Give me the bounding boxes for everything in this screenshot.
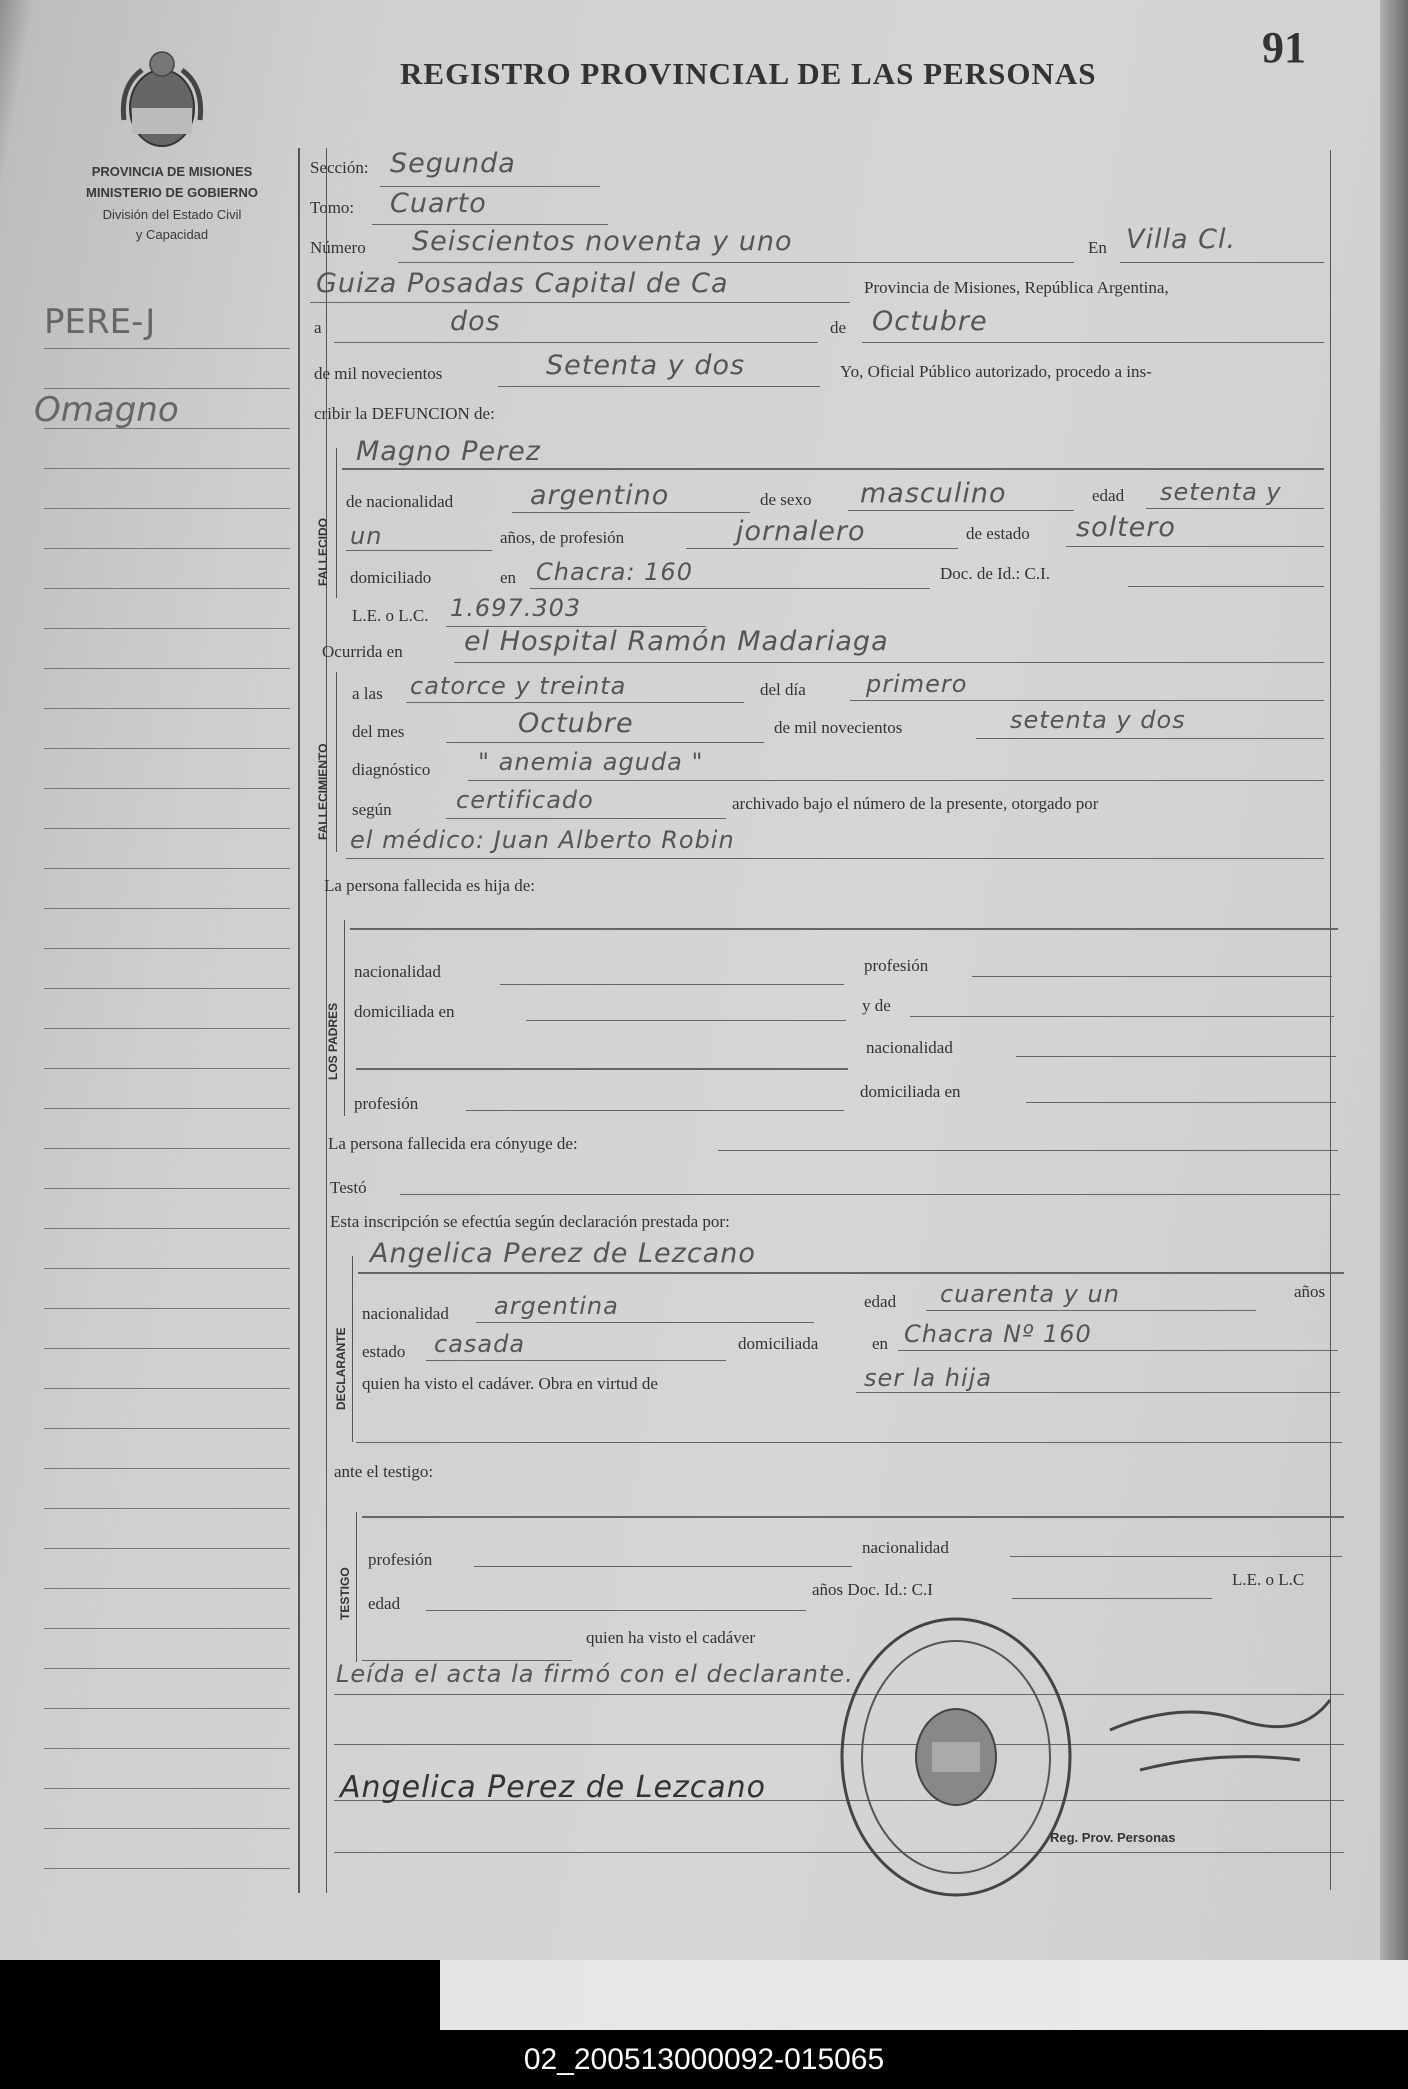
madre-profesion-rule [466,1110,844,1111]
sidebar-rule [44,1108,290,1109]
firma-declarante: Angelica Perez de Lezcano [340,1770,766,1805]
ocurrida-value: el Hospital Ramón Madariaga [464,626,889,657]
diagnostico-rule [468,780,1324,781]
numero-value: Seiscientos noventa y uno [412,226,793,257]
doc-rule [1128,586,1324,587]
sidebar-given-name: Omagno [34,390,179,430]
sidebar-rule [44,948,290,949]
profesion-value: jornalero [736,516,866,547]
sidebar-rule [44,988,290,989]
dec-nacionalidad-value: argentina [494,1292,619,1320]
conyuge-label: La persona fallecida era cónyuge de: [328,1134,578,1153]
oficial-signature-icon [1100,1690,1340,1810]
sidebar-rule [44,548,290,549]
sidebar-rule [44,1628,290,1629]
sidebar-rule [44,388,290,389]
sidebar-rule [44,1228,290,1229]
sidebar-rule [44,908,290,909]
province-line-3: División del Estado Civil [102,207,242,222]
padres-bracket [344,920,345,1116]
sidebar-rule [44,628,290,629]
dec-estado-rule [426,1360,726,1361]
archivado-label: archivado bajo el número de la presente, otorgado por [732,794,1099,813]
dec-edad-rule [926,1310,1256,1311]
sidebar-rule [44,1388,290,1389]
sidebar-rule [44,428,290,429]
sidebar-rule [44,1348,290,1349]
side-label-testigo: TESTIGO [338,1567,352,1620]
sidebar-rule [44,348,290,349]
sidebar-rule [44,468,290,469]
sidebar-rule [44,1468,290,1469]
province-line-4: y Capacidad [135,227,209,242]
sidebar-rule [44,1588,290,1589]
fallecimiento-bracket [336,672,337,852]
official-seal-icon [836,1612,1076,1902]
ocurrida-rule [454,662,1324,663]
de-mil-label: de mil novecientos [314,364,443,383]
anos-profesion-label: años, de profesión [500,528,625,547]
en-label: En [1088,238,1107,257]
madre-profesion-label: profesión [354,1094,419,1113]
nacionalidad-rule [512,512,750,513]
sidebar-rule [44,828,290,829]
sidebar-rule [44,1508,290,1509]
dec-virtud-value: ser la hija [864,1364,993,1392]
madre-nacionalidad-rule [1016,1056,1336,1057]
paper-bottom [0,1960,1408,2030]
dec-estado-label: estado [362,1342,406,1361]
domicilio-value: Chacra: 160 [536,558,693,586]
testo-label: Testó [330,1178,367,1197]
testigo-doc-label: años Doc. Id.: C.I [812,1580,933,1599]
hija-de-label: La persona fallecida es hija de: [324,876,535,895]
medico-rule [346,858,1324,859]
mes-rule [862,342,1324,343]
dec-estado-value: casada [434,1330,526,1358]
testigo-profesion-label: profesión [368,1550,433,1569]
ocurrida-label: Ocurrida en [322,642,403,661]
sidebar-rule [44,708,290,709]
provincia-label: Provincia de Misiones, República Argentina, [864,278,1169,297]
segun-rule [446,818,726,819]
domiciliado-label: domiciliado [350,568,432,587]
yo-oficial-label: Yo, Oficial Público autorizado, procedo a ins- [840,362,1152,381]
diagnostico-value: " anemia aguda " [478,748,704,776]
quien-visto-cadaver-label: quien ha visto el cadáver [586,1628,755,1647]
edad-label: edad [1092,486,1125,505]
sidebar-rule [44,1148,290,1149]
fallecido-bracket [336,448,337,598]
declarante-value: Angelica Perez de Lezcano [370,1238,756,1269]
padres-profesion-label: profesión [864,956,929,975]
testigo-nacionalidad-label: nacionalidad [862,1538,949,1557]
province-line-1: PROVINCIA DE MISIONES [91,164,253,179]
en-value: Villa Cl. [1126,224,1237,255]
profesion-rule [686,548,958,549]
mes-fall-value: Octubre [518,708,634,739]
dec-domicilio-value: Chacra Nº 160 [904,1320,1092,1348]
dec-domicilio-rule [898,1350,1338,1351]
dec-en-label: en [872,1334,889,1353]
anio-rule [498,386,820,387]
testigo-nombre-rule [362,1516,1344,1518]
seccion-value: Segunda [390,148,516,179]
tomo-label: Tomo: [310,198,355,217]
a-las-label: a las [352,684,383,703]
le-lc-value: 1.697.303 [450,594,582,622]
padre-nombre-rule [350,928,1338,930]
sidebar-rule [44,1428,290,1429]
sidebar-rule [44,1828,290,1829]
nacionalidad-de-label: de nacionalidad [346,492,454,511]
anio-fall-rule [976,738,1324,739]
dec-anos-label: años [1294,1282,1326,1301]
domicilio-rule [530,588,930,589]
lectura-value: Leída el acta la firmó con el declarante. [336,1660,854,1688]
padres-nacionalidad-label: nacionalidad [354,962,441,981]
le-lc-label: L.E. o L.C. [352,606,429,625]
mes-fall-rule [446,742,764,743]
seccion-label: Sección: [310,158,369,177]
madre-domiciliada-label: domiciliada en [860,1082,961,1101]
conyuge-rule [718,1150,1338,1151]
del-dia-label: del día [760,680,806,699]
segun-value: certificado [456,786,594,814]
del-mes-label: del mes [352,722,405,741]
a-label: a [314,318,322,337]
domiciliado-en-label: en [500,568,517,587]
sidebar-divider [298,148,300,1893]
lugar-value: Guiza Posadas Capital de Ca [316,268,729,299]
side-label-declarante: DECLARANTE [334,1327,348,1410]
testo-rule [400,1194,1340,1195]
cribir-label: cribir la DEFUNCION de: [314,404,495,423]
dia-fall-value: primero [866,670,968,698]
page-title: REGISTRO PROVINCIAL DE LAS PERSONAS [400,56,1097,91]
dec-bottom-rule [356,1442,1342,1443]
testigo-nacionalidad-rule [1010,1556,1342,1557]
estado-label: de estado [966,524,1030,543]
padres-profesion-rule [972,976,1332,977]
coat-of-arms-icon [118,46,206,154]
sexo-rule [848,510,1074,511]
dec-domiciliada-label: domiciliada [738,1334,819,1353]
de-mil2-label: de mil novecientos [774,718,903,737]
province-line-2: MINISTERIO DE GOBIERNO [86,185,258,200]
sidebar-rule [44,1868,290,1869]
hora-rule [406,702,744,703]
tomo-rule [372,224,608,225]
diagnostico-label: diagnóstico [352,760,431,779]
page-edge [1380,0,1408,1960]
madre-domiciliada-rule [1026,1102,1336,1103]
madre-nombre-rule [356,1068,848,1070]
de-label: de [830,318,847,337]
sidebar-rule [44,1188,290,1189]
testigo-bracket [356,1512,357,1662]
nombre-rule [342,468,1324,470]
inscripcion-label: Esta inscripción se efectúa según declaración prestada por: [330,1212,730,1231]
declarante-bracket [352,1256,353,1442]
lugar-rule [310,302,850,303]
sidebar-rule [44,788,290,789]
seal-stamp-text: Reg. Prov. Personas [1050,1830,1176,1845]
estado-value: soltero [1076,512,1176,543]
sexo-value: masculino [860,478,1007,509]
doc-label: Doc. de Id.: C.I. [940,564,1051,583]
sidebar-rule [44,1788,290,1789]
sidebar-rule [44,748,290,749]
page-number: 91 [1262,23,1306,72]
sidebar-rule [44,1668,290,1669]
testigo-le-lc-label: L.E. o L.C [1232,1570,1305,1589]
sidebar-rule [44,668,290,669]
dia-value: dos [450,306,501,337]
edad2-rule [346,550,492,551]
en-rule [1120,262,1324,263]
hora-value: catorce y treinta [410,672,627,700]
padres-nacionalidad-rule [500,984,844,985]
side-label-padres: LOS PADRES [326,1002,340,1080]
dec-edad-value: cuarenta y un [940,1280,1120,1308]
padres-domiciliada-label: domiciliada en [354,1002,455,1021]
numero-rule [398,262,1074,263]
testigo-edad-label: edad [368,1594,401,1613]
testigo-doc-rule [1012,1598,1212,1599]
sidebar-rule [44,508,290,509]
sidebar-rule [44,868,290,869]
segun-label: según [352,800,392,819]
filename-label: 02_200513000092-015065 [0,2030,1408,2089]
tomo-value: Cuarto [390,188,487,219]
numero-label: Número [310,238,366,257]
edad2-value: un [350,522,383,550]
edad-rule [1146,508,1324,509]
anio-fall-value: setenta y dos [1010,706,1186,734]
dec-nacionalidad-label: nacionalidad [362,1304,449,1323]
estado-rule [1066,546,1324,547]
sidebar-rule [44,588,290,589]
seccion-rule [380,186,600,187]
dec-nacionalidad-rule [476,1322,814,1323]
ante-testigo-label: ante el testigo: [334,1462,434,1481]
sidebar-rule [44,1308,290,1309]
mes-value: Octubre [872,306,988,337]
sidebar-rule [44,1548,290,1549]
dec-edad-label: edad [864,1292,897,1311]
medico-value: el médico: Juan Alberto Robin [350,826,735,854]
sidebar-rule [44,1708,290,1709]
side-label-fallecimiento: FALLECIMIENTO [316,743,330,840]
testigo-profesion-rule [474,1566,852,1567]
nombre-value: Magno Perez [356,436,541,467]
sidebar-rule [44,1748,290,1749]
sidebar-surname: PERE-J [44,302,156,342]
y-de-label: y de [862,996,891,1015]
sexo-label: de sexo [760,490,812,509]
dec-virtud-rule [856,1392,1340,1393]
quien-ha-visto-label: quien ha visto el cadáver. Obra en virtud de [362,1374,658,1393]
side-label-fallecido: FALLECIDO [316,518,330,586]
declarante-rule [358,1272,1344,1274]
anio-value: Setenta y dos [546,350,746,381]
testigo-edad-rule [426,1610,806,1611]
sidebar-rule [44,1028,290,1029]
nacionalidad-value: argentino [530,480,670,511]
padres-domiciliada-rule [526,1020,846,1021]
y-de-rule [910,1016,1334,1017]
edad-value: setenta y [1160,478,1282,506]
sidebar-rule [44,1068,290,1069]
sidebar-rule [44,1268,290,1269]
madre-nacionalidad-label: nacionalidad [866,1038,953,1057]
main-right-border [1330,150,1331,1890]
dia-fall-rule [850,700,1324,701]
dia-rule [334,342,818,343]
